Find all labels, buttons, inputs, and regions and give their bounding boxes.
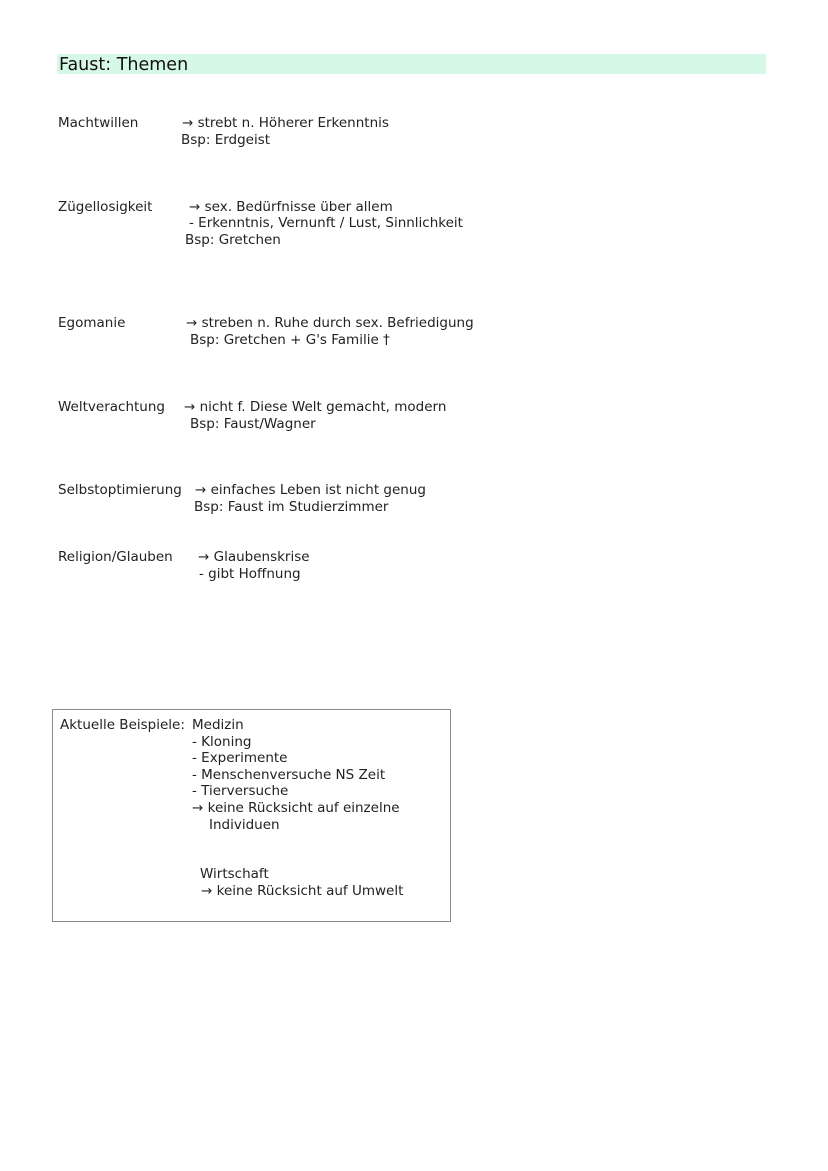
- theme-line: → strebt n. Höherer Erkenntnis: [182, 115, 389, 131]
- medicine-item: - Experimente: [192, 750, 288, 766]
- medicine-heading: Medizin: [192, 717, 244, 733]
- theme-term: Religion/Glauben: [58, 549, 173, 565]
- theme-term: Selbstoptimierung: [58, 482, 182, 498]
- theme-line: - Erkenntnis, Vernunft / Lust, Sinnlichkeit: [189, 215, 463, 231]
- theme-line: → Glaubenskrise: [198, 549, 310, 565]
- theme-line: Bsp: Faust/Wagner: [190, 416, 316, 432]
- page-title: Faust: Themen: [59, 55, 189, 75]
- theme-line: Bsp: Faust im Studierzimmer: [194, 499, 389, 515]
- theme-term: Weltverachtung: [58, 399, 165, 415]
- medicine-item: - Kloning: [192, 734, 252, 750]
- medicine-item: → keine Rücksicht auf einzelne: [192, 800, 400, 816]
- theme-line: → streben n. Ruhe durch sex. Befriedigung: [186, 315, 474, 331]
- theme-term: Zügellosigkeit: [58, 199, 153, 215]
- theme-line: → einfaches Leben ist nicht genug: [195, 482, 426, 498]
- examples-label: Aktuelle Beispiele:: [60, 717, 185, 733]
- economy-heading: Wirtschaft: [200, 866, 269, 882]
- medicine-item: - Tierversuche: [192, 783, 289, 799]
- medicine-item: - Menschenversuche NS Zeit: [192, 767, 386, 783]
- theme-term: Machtwillen: [58, 115, 139, 131]
- theme-line: Bsp: Erdgeist: [181, 132, 271, 148]
- theme-line: Bsp: Gretchen: [185, 232, 281, 248]
- theme-term: Egomanie: [58, 315, 126, 331]
- theme-line: - gibt Hoffnung: [199, 566, 301, 582]
- theme-line: → sex. Bedürfnisse über allem: [189, 199, 393, 215]
- theme-line: → nicht f. Diese Welt gemacht, modern: [184, 399, 447, 415]
- theme-line: Bsp: Gretchen + G's Familie †: [190, 332, 390, 348]
- medicine-item: Individuen: [209, 817, 280, 833]
- economy-item: → keine Rücksicht auf Umwelt: [201, 883, 404, 899]
